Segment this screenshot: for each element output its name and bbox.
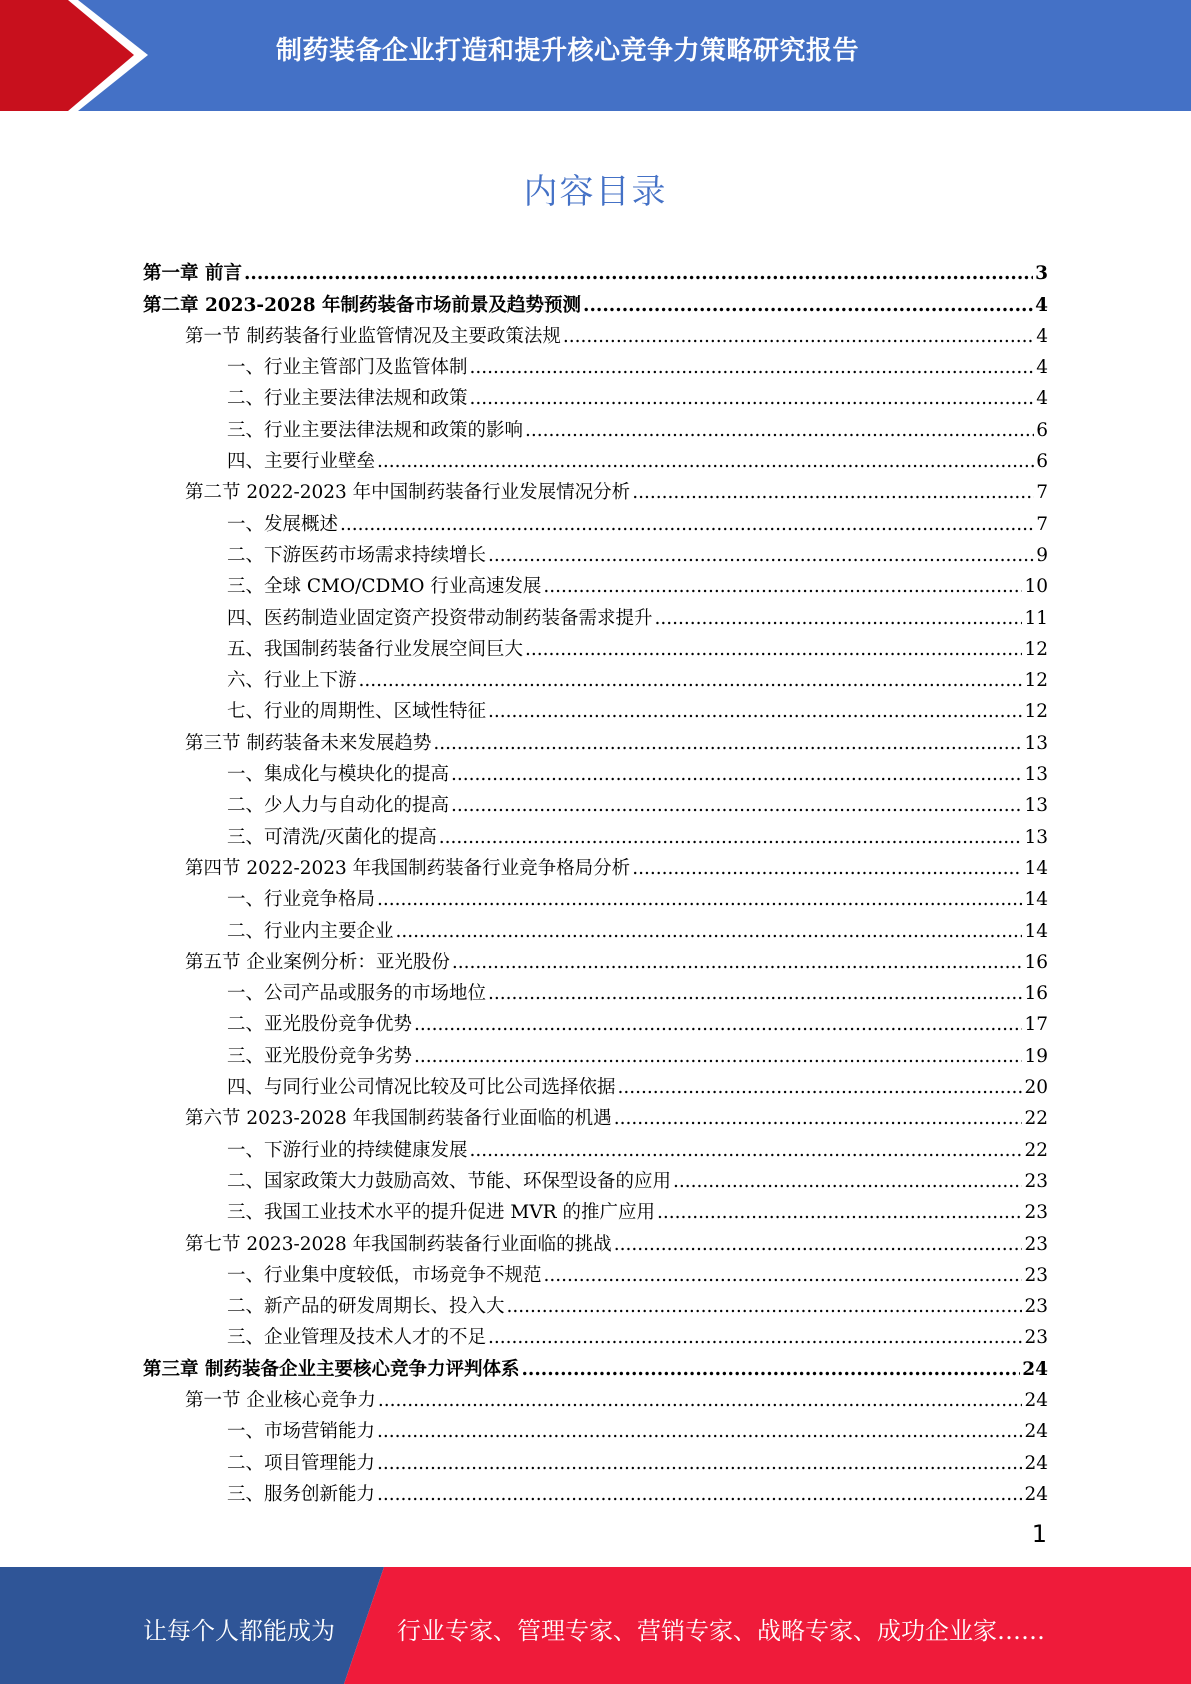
toc-entry-page: 23 — [1024, 1170, 1048, 1192]
toc-entry-label: 四、医药制造业固定资产投资带动制药装备需求提升 — [227, 607, 653, 629]
toc-entry-label: 一、行业集中度较低，市场竞争不规范 — [227, 1264, 542, 1286]
toc-entry[interactable] — [143, 1475, 1048, 1506]
toc-entry-page: 14 — [1024, 889, 1048, 911]
toc-entry[interactable] — [143, 379, 1048, 410]
toc-entry-label: 三、我国工业技术水平的提升促进 MVR 的推广应用 — [227, 1202, 655, 1224]
toc-dot-leader — [244, 263, 1033, 285]
toc-entry-page: 10 — [1024, 576, 1048, 598]
toc-entry-page: 16 — [1024, 951, 1048, 973]
toc-dot-leader — [433, 733, 1022, 755]
toc-dot-leader — [632, 482, 1034, 504]
toc-entry[interactable] — [143, 504, 1048, 535]
toc-entry[interactable] — [143, 755, 1048, 786]
toc-entry-label: 第五节 企业案例分析：亚光股份 — [185, 951, 450, 973]
toc-entry[interactable] — [143, 1256, 1048, 1287]
toc-dot-leader — [377, 1421, 1022, 1443]
toc-dot-leader — [378, 1390, 1023, 1412]
toc-dot-leader — [614, 1234, 1023, 1256]
toc-entry-label: 六、行业上下游 — [227, 670, 357, 692]
toc-entry-page: 6 — [1036, 451, 1048, 473]
toc-dot-leader — [377, 1453, 1022, 1475]
toc-dot-leader — [396, 921, 1023, 943]
toc-entry-page: 16 — [1024, 983, 1048, 1005]
toc-dot-leader — [543, 576, 1022, 598]
toc-entry-page: 9 — [1036, 544, 1048, 566]
toc-entry[interactable] — [143, 1412, 1048, 1443]
toc-dot-leader — [470, 357, 1035, 379]
toc-entry-label: 第一节 企业核心竞争力 — [185, 1389, 376, 1411]
toc-dot-leader — [521, 1359, 1020, 1381]
toc-entry-label: 三、行业主要法律法规和政策的影响 — [227, 419, 524, 441]
toc-entry-page: 13 — [1024, 732, 1048, 754]
toc-entry-label: 第六节 2023-2028 年我国制药装备行业面临的机遇 — [185, 1108, 612, 1130]
toc-entry-page: 23 — [1024, 1327, 1048, 1349]
toc-dot-leader — [452, 952, 1023, 974]
toc-entry-page: 4 — [1036, 357, 1048, 379]
toc-entry[interactable] — [143, 692, 1048, 723]
toc-entry-page: 4 — [1035, 294, 1048, 316]
toc-entry[interactable] — [143, 786, 1048, 817]
toc-entry-page: 24 — [1024, 1452, 1048, 1474]
toc-entry-label: 第二节 2022-2023 年中国制药装备行业发展情况分析 — [185, 482, 631, 504]
toc-entry[interactable] — [143, 1349, 1048, 1380]
toc-entry-label: 四、与同行业公司情况比较及可比公司选择依据 — [227, 1077, 616, 1099]
toc-entry[interactable] — [143, 1130, 1048, 1161]
toc-dot-leader — [618, 1077, 1023, 1099]
toc-dot-leader — [488, 545, 1034, 567]
toc-entry-page: 12 — [1024, 670, 1048, 692]
toc-entry-label: 第三章 制药装备企业主要核心竞争力评判体系 — [143, 1358, 520, 1380]
toc-entry[interactable] — [143, 911, 1048, 942]
toc-entry-label: 二、少人力与自动化的提高 — [227, 795, 450, 817]
toc-entry-label: 二、行业主要法律法规和政策 — [227, 388, 468, 410]
toc-entry-label: 二、新产品的研发周期长、投入大 — [227, 1296, 505, 1318]
toc-dot-leader — [488, 983, 1022, 1005]
toc-dot-leader — [414, 1046, 1022, 1068]
page-number: 1 — [1031, 1520, 1047, 1548]
toc-entry-label: 三、亚光股份竞争劣势 — [227, 1045, 413, 1067]
toc-dot-leader — [583, 295, 1033, 317]
toc-entry-label: 七、行业的周期性、区域性特征 — [227, 701, 487, 723]
toc-dot-leader — [340, 514, 1034, 536]
toc-entry[interactable] — [143, 473, 1048, 504]
toc-entry[interactable] — [143, 598, 1048, 629]
toc-entry-label: 二、亚光股份竞争优势 — [227, 1014, 413, 1036]
toc-entry[interactable] — [143, 1005, 1048, 1036]
toc-entry[interactable] — [143, 1381, 1048, 1412]
toc-entry-page: 14 — [1024, 920, 1048, 942]
toc-entry[interactable] — [143, 723, 1048, 754]
table-of-contents — [143, 254, 1048, 1506]
toc-entry[interactable] — [143, 1036, 1048, 1067]
toc-entry[interactable] — [143, 567, 1048, 598]
toc-entry-page: 23 — [1024, 1264, 1048, 1286]
toc-entry-label: 第三节 制药装备未来发展趋势 — [185, 732, 432, 754]
toc-entry[interactable] — [143, 317, 1048, 348]
toc-entry-label: 二、项目管理能力 — [227, 1452, 376, 1474]
toc-dot-leader — [507, 1296, 1023, 1318]
toc-entry-label: 第一章 前言 — [143, 263, 242, 285]
toc-dot-leader — [439, 827, 1023, 849]
toc-dot-leader — [451, 795, 1022, 817]
toc-entry-page: 22 — [1024, 1108, 1048, 1130]
toc-entry-label: 一、下游行业的持续健康发展 — [227, 1139, 468, 1161]
toc-dot-leader — [377, 1484, 1022, 1506]
toc-dot-leader — [359, 670, 1023, 692]
toc-entry[interactable] — [143, 1099, 1048, 1130]
toc-entry-page: 12 — [1024, 638, 1048, 660]
toc-entry[interactable] — [143, 442, 1048, 473]
toc-entry-page: 19 — [1024, 1045, 1048, 1067]
toc-dot-leader — [377, 451, 1034, 473]
toc-dot-leader — [470, 388, 1035, 410]
toc-entry[interactable] — [143, 254, 1048, 285]
toc-dot-leader — [657, 1202, 1022, 1224]
toc-entry[interactable] — [143, 817, 1048, 848]
toc-entry-label: 四、主要行业壁垒 — [227, 451, 376, 473]
toc-dot-leader — [377, 889, 1022, 911]
toc-entry-label: 三、可清洗/灭菌化的提高 — [227, 826, 437, 848]
toc-entry-page: 6 — [1036, 419, 1048, 441]
toc-entry[interactable] — [143, 285, 1048, 316]
toc-entry-label: 一、公司产品或服务的市场地位 — [227, 983, 487, 1005]
toc-dot-leader — [614, 1108, 1023, 1130]
toc-dot-leader — [525, 639, 1022, 661]
toc-dot-leader — [563, 326, 1034, 348]
toc-entry-label: 三、服务创新能力 — [227, 1483, 376, 1505]
toc-entry[interactable] — [143, 1068, 1048, 1099]
toc-entry-page: 20 — [1024, 1077, 1048, 1099]
report-title: 制药装备企业打造和提升核心竞争力策略研究报告 — [276, 36, 860, 66]
toc-entry-label: 一、行业主管部门及监管体制 — [227, 357, 468, 379]
toc-dot-leader — [632, 858, 1022, 880]
toc-entry[interactable] — [143, 943, 1048, 974]
toc-entry[interactable] — [143, 661, 1048, 692]
footer-slogan-left: 让每个人都能成为 — [143, 1617, 335, 1645]
toc-entry-page: 14 — [1024, 857, 1048, 879]
toc-entry[interactable] — [143, 1193, 1048, 1224]
toc-dot-leader — [414, 1014, 1022, 1036]
toc-entry-page: 7 — [1036, 513, 1048, 535]
toc-entry-label: 第七节 2023-2028 年我国制药装备行业面临的挑战 — [185, 1233, 612, 1255]
toc-dot-leader — [525, 420, 1034, 442]
toc-entry[interactable] — [143, 1287, 1048, 1318]
toc-dot-leader — [655, 608, 1023, 630]
footer-slogan-right: 行业专家、管理专家、营销专家、战略专家、成功企业家…… — [397, 1617, 1045, 1645]
toc-entry[interactable] — [143, 1224, 1048, 1255]
toc-entry-page: 24 — [1024, 1421, 1048, 1443]
toc-entry-page: 17 — [1024, 1014, 1048, 1036]
toc-entry-label: 五、我国制药装备行业发展空间巨大 — [227, 638, 524, 660]
toc-entry-label: 第二章 2023-2028 年制药装备市场前景及趋势预测 — [143, 294, 582, 316]
toc-entry-label: 三、全球 CMO/CDMO 行业高速发展 — [227, 576, 542, 598]
toc-entry[interactable] — [143, 410, 1048, 441]
toc-entry[interactable] — [143, 1162, 1048, 1193]
toc-entry-label: 三、企业管理及技术人才的不足 — [227, 1327, 487, 1349]
toc-entry-label: 一、市场营销能力 — [227, 1421, 376, 1443]
toc-entry[interactable] — [143, 630, 1048, 661]
toc-entry-label: 二、下游医药市场需求持续增长 — [227, 544, 487, 566]
header-banner — [0, 0, 1191, 111]
toc-entry-page: 23 — [1024, 1296, 1048, 1318]
toc-dot-leader — [488, 1327, 1022, 1349]
toc-entry[interactable] — [143, 1443, 1048, 1474]
toc-entry-page: 13 — [1024, 795, 1048, 817]
toc-entry-page: 4 — [1036, 325, 1048, 347]
toc-entry-label: 一、发展概述 — [227, 513, 339, 535]
toc-entry[interactable] — [143, 1318, 1048, 1349]
toc-entry-page: 24 — [1024, 1483, 1048, 1505]
toc-entry-label: 一、行业竞争格局 — [227, 889, 376, 911]
toc-heading: 内容目录 — [523, 172, 668, 212]
toc-dot-leader — [470, 1140, 1023, 1162]
toc-entry[interactable] — [143, 974, 1048, 1005]
toc-entry[interactable] — [143, 880, 1048, 911]
toc-entry-label: 第一节 制药装备行业监管情况及主要政策法规 — [185, 325, 561, 347]
footer-banner — [0, 1567, 1191, 1684]
toc-entry-page: 11 — [1024, 607, 1048, 629]
toc-entry-page: 24 — [1022, 1358, 1048, 1380]
toc-entry-page: 3 — [1035, 263, 1048, 285]
toc-dot-leader — [673, 1171, 1022, 1193]
toc-entry-page: 7 — [1036, 482, 1048, 504]
toc-entry[interactable] — [143, 348, 1048, 379]
toc-entry-page: 12 — [1024, 701, 1048, 723]
toc-entry-label: 一、集成化与模块化的提高 — [227, 764, 450, 786]
toc-entry-page: 24 — [1024, 1389, 1048, 1411]
toc-dot-leader — [451, 764, 1022, 786]
toc-entry-page: 22 — [1024, 1139, 1048, 1161]
toc-entry[interactable] — [143, 849, 1048, 880]
toc-entry-page: 4 — [1036, 388, 1048, 410]
toc-entry-page: 13 — [1024, 764, 1048, 786]
toc-dot-leader — [488, 701, 1022, 723]
toc-entry-label: 二、国家政策大力鼓励高效、节能、环保型设备的应用 — [227, 1170, 672, 1192]
toc-entry-page: 13 — [1024, 826, 1048, 848]
toc-entry-page: 23 — [1024, 1202, 1048, 1224]
toc-entry[interactable] — [143, 536, 1048, 567]
toc-entry-label: 二、行业内主要企业 — [227, 920, 394, 942]
toc-entry-page: 23 — [1024, 1233, 1048, 1255]
toc-dot-leader — [544, 1265, 1023, 1287]
toc-entry-label: 第四节 2022-2023 年我国制药装备行业竞争格局分析 — [185, 857, 631, 879]
